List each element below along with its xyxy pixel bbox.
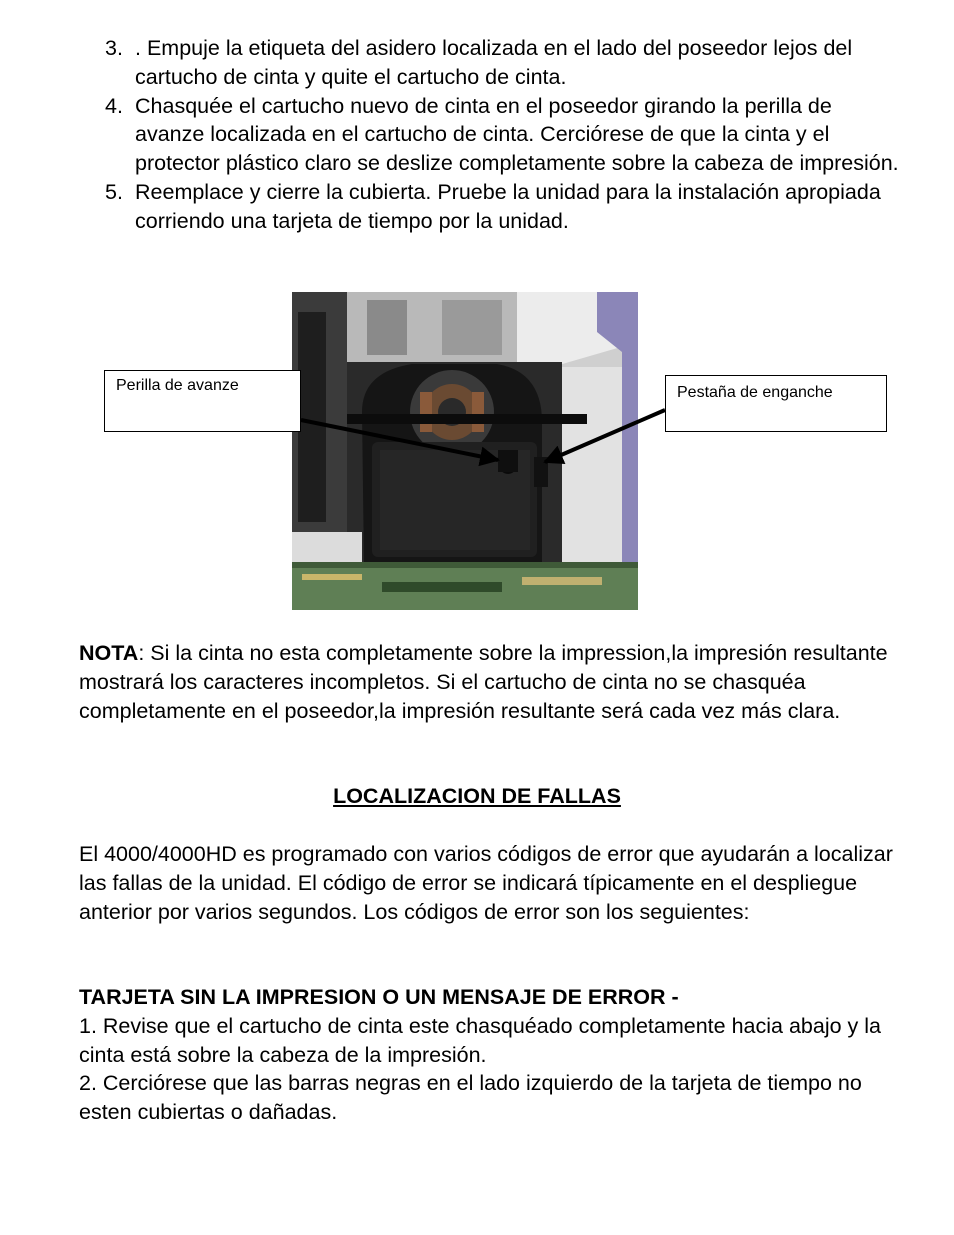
step-text: Reemplace y cierre la cubierta. Pruebe la unidad para la instalación apropiada corriendo una tarjeta de tiempo por la unidad. <box>135 179 881 233</box>
step-text: . Empuje la etiqueta del asidero localizada en el lado del poseedor lejos del cartucho de cinta y quite el cartucho de cinta. <box>135 36 853 89</box>
callout-latch-tab: Pestaña de enganche <box>665 375 887 432</box>
note-text: : Si la cinta no esta completamente sobre la impression,la impresión resultante mostrará los caracteres incompletos. Si el cartucho de cinta no se chasquéa completamente en el poseedor,la impresión resultante será cada vez más clara. <box>79 641 888 723</box>
intro-paragraph: El 4000/4000HD es programado con varios códigos de error que ayudarán a localizar las fallas de la unidad. El código de error se indicará típicamente en el despliegue anterior por varios segundos. Los códigos de error son los seguientes: <box>79 842 893 924</box>
troubleshoot-item-1: 1. Revise que el cartucho de cinta este chasquéado completamente hacia abajo y la cinta está sobre la cabeza de la impresión. <box>79 1014 881 1067</box>
step-number: 3. <box>105 36 123 60</box>
callout-advance-knob: Perilla de avanze <box>104 370 301 432</box>
instruction-steps <box>105 34 905 236</box>
section-title-text: LOCALIZACION DE FALLAS <box>333 784 621 808</box>
step-5 <box>105 178 905 236</box>
note-paragraph <box>79 639 899 725</box>
subsection-title: TARJETA SIN LA IMPRESION O UN MENSAJE DE ERROR - <box>79 985 679 1009</box>
note-label: NOTA <box>79 641 139 665</box>
section-title <box>0 782 954 810</box>
step-3 <box>105 34 905 92</box>
step-text: Chasquée el cartucho nuevo de cinta en el poseedor girando la perilla de avanze localizada en el cartucho de cinta. Cerciórese de que la cinta y el protector plástico claro se deslize completamente sobre la cabeza de impresión. <box>135 93 899 176</box>
ribbon-cartridge-photo <box>292 292 638 610</box>
step-number: 4. <box>105 93 123 118</box>
troubleshoot-item-2: 2. Cerciórese que las barras negras en el lado izquierdo de la tarjeta de tiempo no esten cubiertas o dañadas. <box>79 1071 862 1124</box>
step-number: 5. <box>105 179 123 204</box>
step-4 <box>105 92 905 178</box>
